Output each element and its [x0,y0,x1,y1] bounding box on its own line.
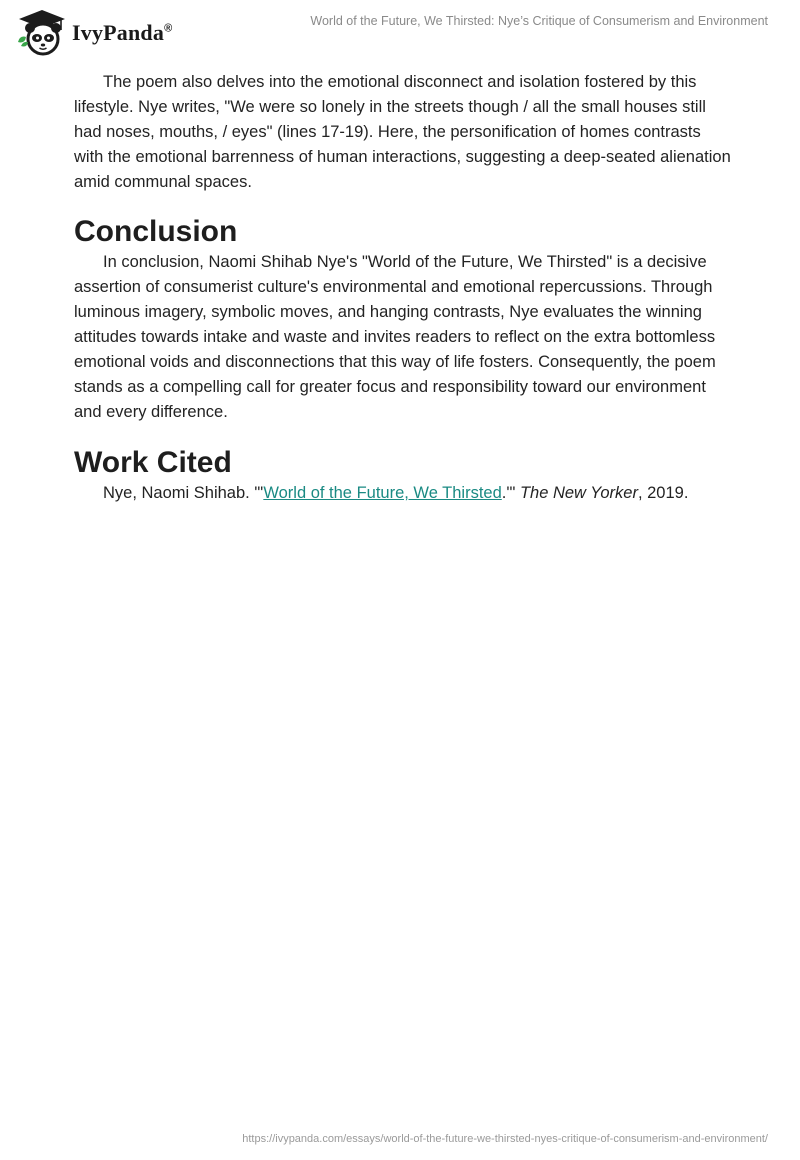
citation-author: Nye, Naomi Shihab. "' [103,484,264,502]
conclusion-heading: Conclusion [74,215,238,248]
citation-year: , 2019. [637,484,689,502]
citation-journal: The New Yorker [519,484,638,502]
document-title: World of the Future, We Thirsted: Nye’s Critique of Consumerism and Environment [310,14,768,28]
ivypanda-logo[interactable] [16,8,172,56]
panda-graduate-icon [16,8,68,56]
footer-url[interactable]: https://ivypanda.com/essays/world-of-the-future-we-thirsted-nyes-critique-of-consumerism-and-environment/ [242,1133,768,1145]
intro-paragraph: The poem also delves into the emotional disconnect and isolation fostered by this lifestyle. Nye writes, "We were so lonely in the streets though / all the small houses still had noses, mouths, / eyes" (lines 17-19). Here, the personification of homes contrasts with the emotional barrenness of human interactions, suggesting a deep-seated alienation amid communal spaces. [74,73,731,191]
citation-entry [74,481,734,506]
conclusion-paragraph: In conclusion, Naomi Shihab Nye's "World of the Future, We Thirsted" is a decisive assertion of consumerist culture's environmental and emotional repercussions. Through luminous imagery, symbolic moves, and hanging contrasts, Nye evaluates the winning attitudes towards intake and waste and invites readers to reflect on the extra bottomless emotional voids and disconnections that this way of life fosters. Consequently, the poem stands as a compelling call for greater focus and responsibility toward our environment and every difference. [74,253,716,421]
essay-content [74,70,734,506]
work-cited-heading: Work Cited [74,446,232,479]
citation-link[interactable]: World of the Future, We Thirsted [263,484,502,502]
brand-name: IvyPanda® [72,20,173,45]
registered-mark: ® [164,22,173,35]
page-header [0,0,800,60]
citation-punctuation: .'" [501,484,520,502]
